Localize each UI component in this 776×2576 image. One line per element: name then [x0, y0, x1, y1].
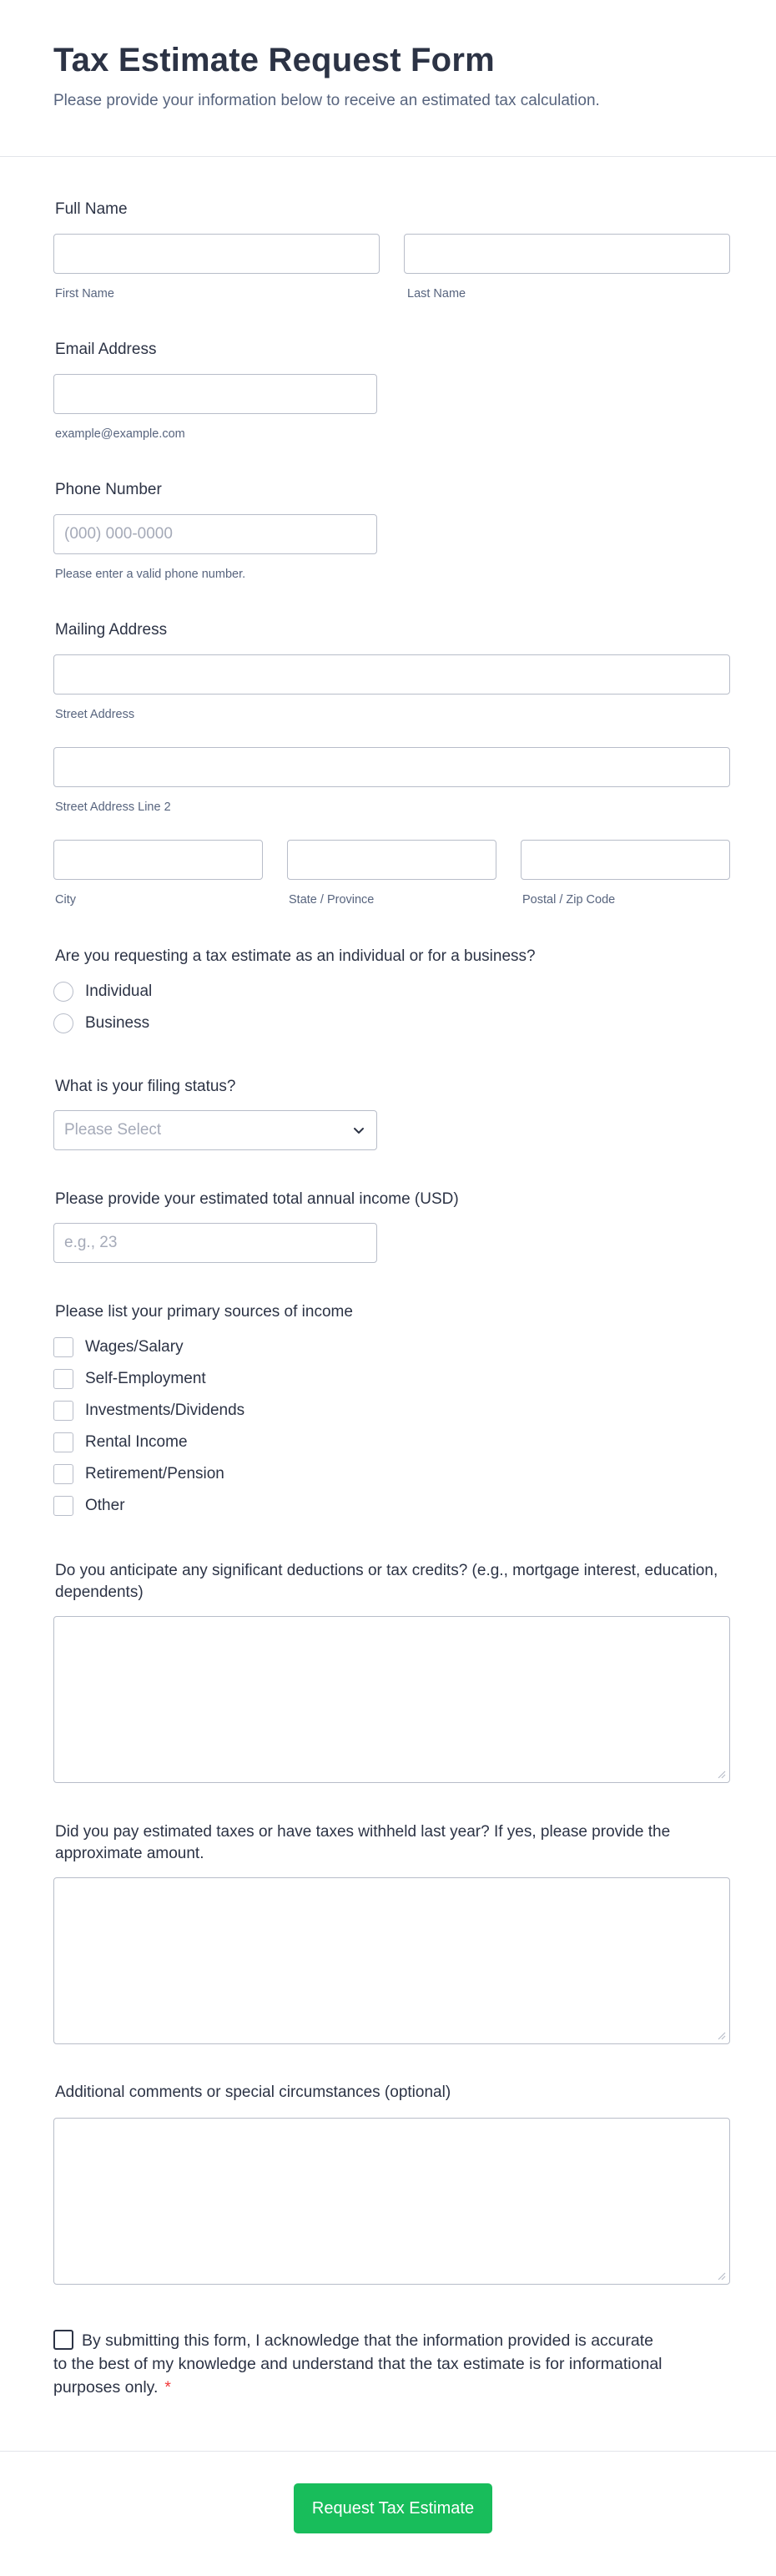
checkbox-label: Self-Employment [85, 1370, 206, 1387]
checkbox-option-self-employment[interactable] [53, 1367, 206, 1391]
street-address-input[interactable] [53, 654, 730, 695]
checkbox[interactable] [53, 1337, 73, 1357]
checkbox-option-investments[interactable] [53, 1399, 244, 1422]
page-title: Tax Estimate Request Form [53, 42, 495, 78]
checkbox-label: Other [85, 1497, 125, 1514]
street-address-line2-input[interactable] [53, 747, 730, 787]
checkbox-option-wages[interactable] [53, 1336, 184, 1359]
zip-input[interactable] [521, 840, 730, 880]
checkbox[interactable] [53, 1496, 73, 1516]
checkbox-label: Rental Income [85, 1433, 188, 1451]
city-sublabel: City [55, 893, 76, 907]
filing-status-select[interactable] [53, 1110, 377, 1150]
state-input[interactable] [287, 840, 496, 880]
radio-label: Business [85, 1014, 150, 1032]
consent-block [53, 2329, 663, 2399]
consent-checkbox[interactable] [53, 2330, 73, 2350]
entity-type-question: Are you requesting a tax estimate as an individual or for a business? [55, 947, 536, 965]
income-input[interactable] [53, 1223, 377, 1263]
checkbox-label: Wages/Salary [85, 1338, 184, 1356]
city-input[interactable] [53, 840, 263, 880]
first-name-input[interactable] [53, 234, 380, 274]
income-sources-label: Please list your primary sources of income [55, 1303, 353, 1321]
page-subtitle: Please provide your information below to receive an estimated tax calculation. [53, 92, 600, 109]
last-name-sublabel: Last Name [407, 287, 466, 301]
prior-taxes-label: Did you pay estimated taxes or have taxes withheld last year? If yes, please provide the approximate amount. [55, 1823, 671, 1862]
phone-input[interactable] [53, 514, 377, 554]
prior-taxes-textarea[interactable] [53, 1877, 730, 2044]
radio-label: Individual [85, 982, 153, 1000]
comments-textarea[interactable] [53, 2118, 730, 2285]
full-name-label: Full Name [55, 200, 128, 218]
checkbox-option-retirement[interactable] [53, 1462, 224, 1486]
state-sublabel: State / Province [289, 893, 375, 907]
last-name-input[interactable] [404, 234, 730, 274]
email-field[interactable] [53, 374, 377, 414]
radio-button[interactable] [53, 1013, 73, 1033]
request-estimate-button[interactable]: Request Tax Estimate [294, 2483, 492, 2533]
radio-option-business[interactable] [53, 1012, 149, 1035]
checkbox[interactable] [53, 1369, 73, 1389]
radio-button[interactable] [53, 982, 73, 1002]
email-label: Email Address [55, 341, 157, 358]
resize-grip-icon[interactable] [716, 2030, 726, 2040]
resize-grip-icon[interactable] [716, 1769, 726, 1779]
checkbox-option-other[interactable] [53, 1494, 125, 1518]
checkbox[interactable] [53, 1432, 73, 1452]
filing-status-label: What is your filing status? [55, 1078, 236, 1095]
consent-text: By submitting this form, I acknowledge that the information provided is accurate to the best of my knowledge and understand that the tax estimate is for informational purposes only. [53, 2331, 663, 2397]
zip-sublabel: Postal / Zip Code [522, 893, 616, 907]
income-label: Please provide your estimated total annual income (USD) [55, 1190, 459, 1208]
checkbox[interactable] [53, 1464, 73, 1484]
footer-divider [0, 2451, 776, 2452]
checkbox[interactable] [53, 1401, 73, 1421]
radio-option-individual[interactable] [53, 980, 152, 1003]
chevron-down-icon [351, 1123, 366, 1138]
resize-grip-icon[interactable] [716, 2270, 726, 2281]
checkbox-label: Investments/Dividends [85, 1402, 245, 1419]
comments-label: Additional comments or special circumstances (optional) [55, 2084, 451, 2101]
address-label: Mailing Address [55, 621, 168, 639]
phone-label: Phone Number [55, 481, 162, 498]
filing-status-selected: Please Select [64, 1121, 162, 1139]
street-address-line2-sublabel: Street Address Line 2 [55, 801, 171, 814]
form-header [0, 0, 776, 157]
phone-hint: Please enter a valid phone number. [55, 568, 246, 581]
required-asterisk: * [164, 2378, 171, 2397]
first-name-sublabel: First Name [55, 287, 114, 301]
deductions-textarea[interactable] [53, 1616, 730, 1783]
checkbox-option-rental[interactable] [53, 1431, 188, 1454]
checkbox-label: Retirement/Pension [85, 1465, 224, 1482]
deductions-label: Do you anticipate any significant deductions or tax credits? (e.g., mortgage interest, education, dependents) [55, 1562, 718, 1601]
email-hint: example@example.com [55, 427, 185, 441]
street-address-sublabel: Street Address [55, 708, 135, 721]
